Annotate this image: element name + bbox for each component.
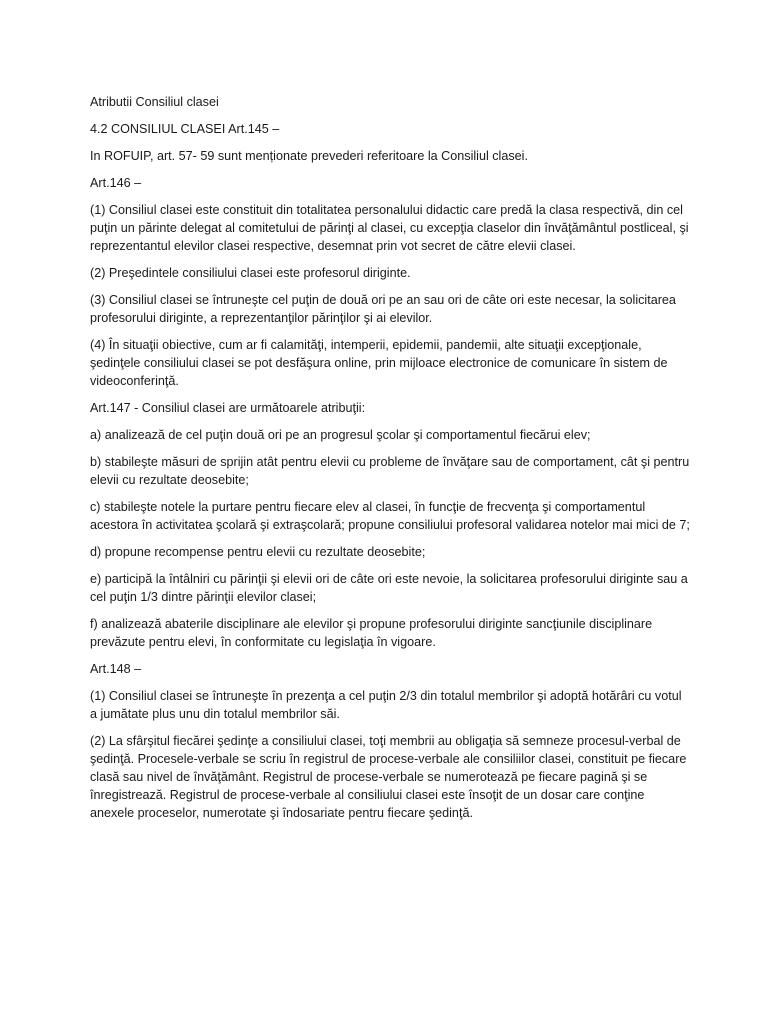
paragraph-147-f: f) analizează abaterile disciplinare ale elevilor şi propune profesorului diriginte sancţiunile disciplinare prevăzute pentru elevi, în conformitate cu legislaţia în vigoare.	[90, 617, 653, 649]
article-heading-148: Art.148 –	[90, 662, 142, 676]
section-heading-4-2: 4.2 CONSILIUL CLASEI Art.145 –	[90, 122, 280, 136]
paragraph-146-3: (3) Consiliul clasei se întruneşte cel puţin de două ori pe an sau ori de câte ori este necesar, la solicitarea profesorului diriginte, a reprezentanţilor părinţilor şi ai elevilor.	[90, 293, 676, 325]
paragraph-147-c: c) stabileşte notele la purtare pentru fiecare elev al clasei, în funcţie de frecvenţa şi comportamentul acestora în activitatea şcolară şi extraşcolară; propune consiliului profesoral validarea notelor mai mici de 7;	[90, 500, 690, 532]
paragraph-147-e: e) participă la întâlniri cu părinţii şi elevii ori de câte ori este nevoie, la solicitarea profesorului diriginte sau a cel puţin 1/3 dintre părinţii elevilor clasei;	[90, 572, 688, 604]
document-page	[90, 93, 690, 831]
paragraph-147-b: b) stabileşte măsuri de sprijin atât pentru elevii cu probleme de învăţare sau de comportament, cât şi pentru elevii cu rezultate deosebite;	[90, 455, 690, 487]
article-heading-147: Art.147 - Consiliul clasei are următoarele atribuţii:	[90, 401, 366, 415]
paragraph-rofuip-reference: In ROFUIP, art. 57- 59 sunt menționate prevederi referitoare la Consiliul clasei.	[90, 149, 528, 163]
paragraph-146-4: (4) În situaţii obiective, cum ar fi calamităţi, intemperii, epidemii, pandemii, alte situaţii excepţionale, şedinţele consiliului clasei se pot desfăşura online, prin mijloace electronice de comunicare în sistem de videoconferinţă.	[90, 338, 668, 388]
paragraph-146-2: (2) Preşedintele consiliului clasei este profesorul diriginte.	[90, 266, 411, 280]
paragraph-148-2: (2) La sfârşitul fiecărei şedinţe a consiliului clasei, toţi membrii au obligaţia să semneze procesul-verbal de şedinţă. Procesele-verbale se scriu în registrul de procese-verbale ale consiliilor clasei, constituit pe fiecare clasă sau nivel de învăţământ. Registrul de procese-verbale se numerotează pe fiecare pagină şi se înregistrează. Registrul de procese-verbale al consiliului clasei este însoţit de un dosar care conţine anexele proceselor, numerotate şi îndosariate pentru fiecare şedinţă.	[90, 734, 687, 820]
paragraph-147-a: a) analizează de cel puţin două ori pe an progresul şcolar şi comportamentul fiecărui elev;	[90, 428, 591, 442]
paragraph-147-d: d) propune recompense pentru elevii cu rezultate deosebite;	[90, 545, 426, 559]
paragraph-148-1: (1) Consiliul clasei se întruneşte în prezenţa a cel puţin 2/3 din totalul membrilor şi adoptă hotărâri cu votul a jumătate plus unu din totalul membrilor săi.	[90, 689, 682, 721]
paragraph-146-1: (1) Consiliul clasei este constituit din totalitatea personalului didactic care predă la clasa respectivă, din cel puţin un părinte delegat al comitetului de părinţi al clasei, cu excepţia claselor din învăţământul postliceal, şi reprezentantul elevilor clasei respective, desemnat prin vot secret de către elevii clasei.	[90, 203, 689, 253]
article-heading-146: Art.146 –	[90, 176, 142, 190]
document-title: Atributii Consiliul clasei	[90, 95, 219, 109]
